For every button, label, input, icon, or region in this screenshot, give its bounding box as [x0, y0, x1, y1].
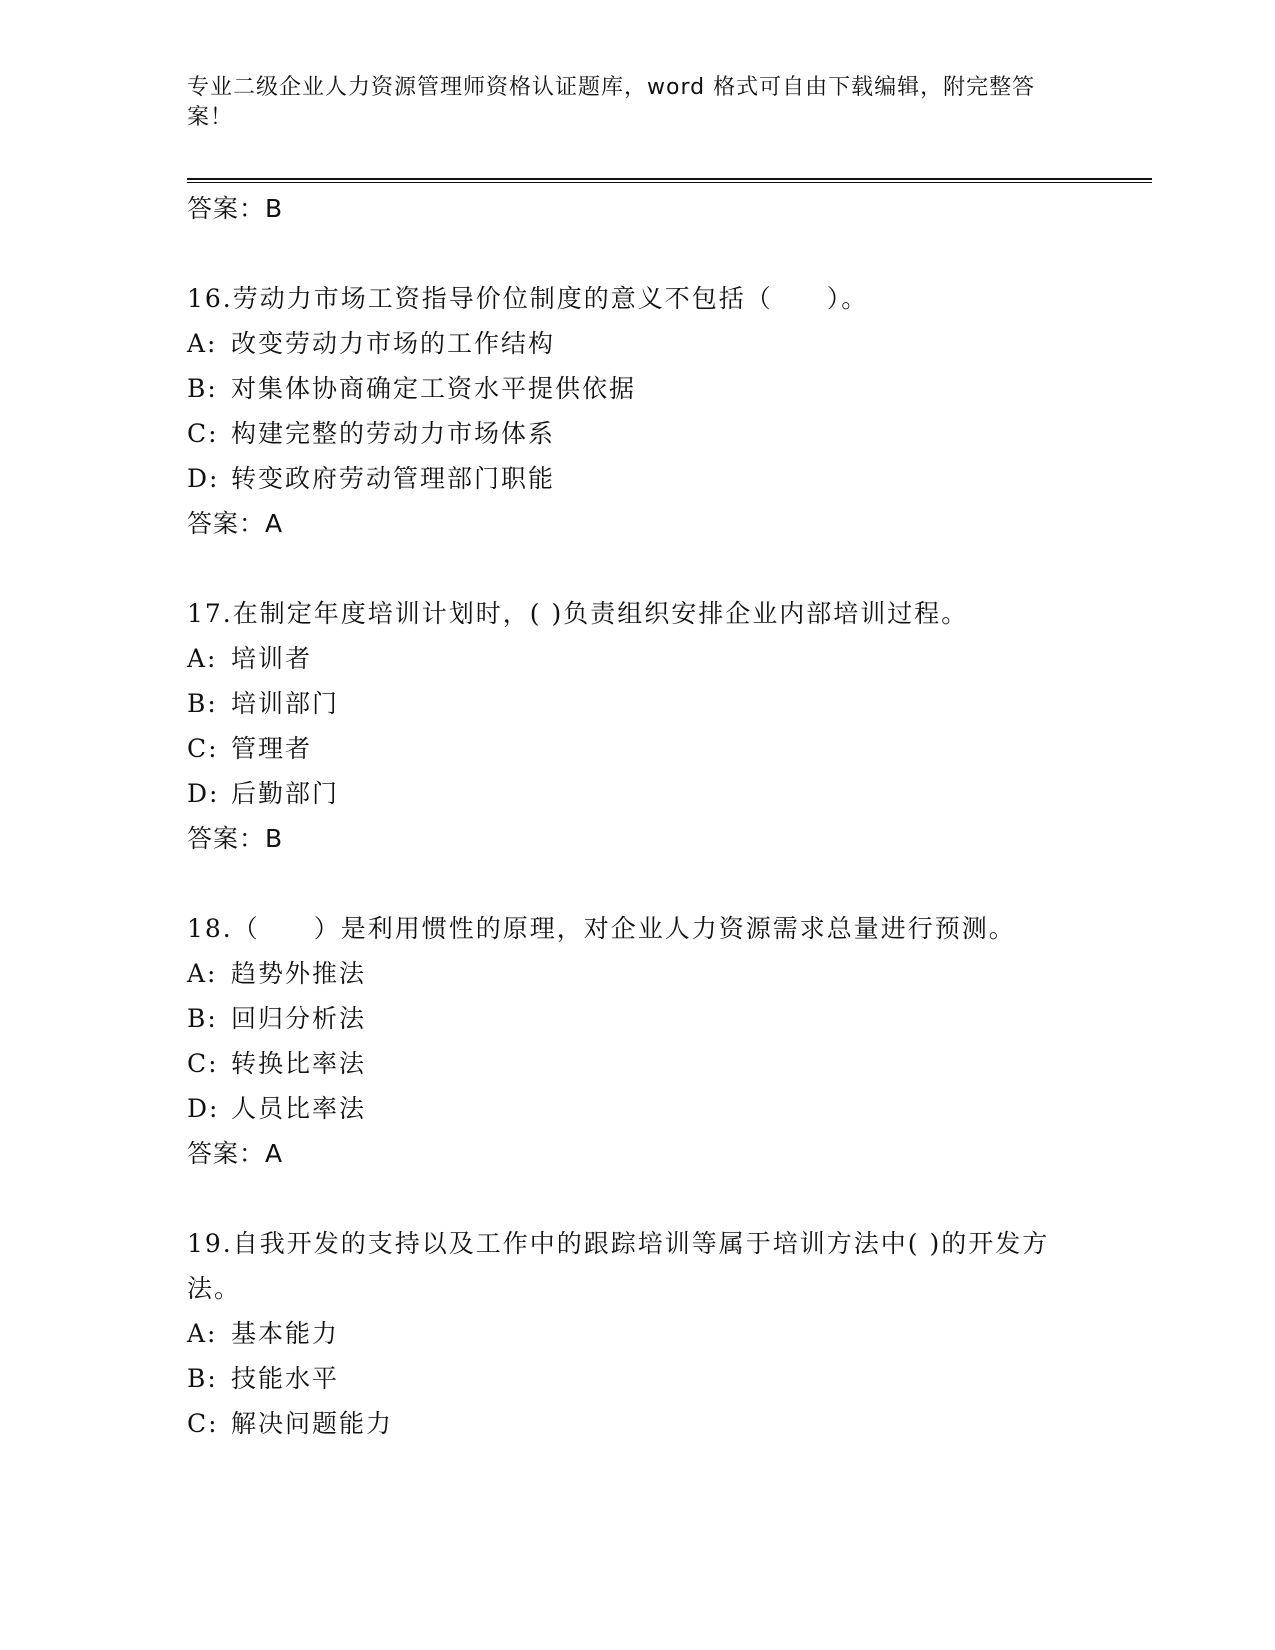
option-text: 技能水平: [231, 1364, 340, 1393]
option-text: 培训者: [231, 644, 313, 673]
answer-line: 答案：B: [187, 194, 284, 223]
question-text: 18.（ ）是利用惯性的原理，对企业人力资源需求总量进行预测。: [187, 914, 1016, 943]
question-text: 16.劳动力市场工资指导价位制度的意义不包括（ ）。: [187, 284, 869, 313]
option-text: 管理者: [231, 734, 313, 763]
option-b: [187, 681, 1087, 726]
option-letter: C:: [187, 1049, 219, 1078]
option-d: [187, 1086, 1087, 1131]
option-b: [187, 996, 1087, 1041]
answer-line: 答案：A: [187, 1139, 284, 1168]
question-item: [187, 591, 1087, 862]
option-text: 解决问题能力: [231, 1409, 394, 1438]
option-text: 培训部门: [231, 689, 340, 718]
option-letter: C:: [187, 734, 219, 763]
option-a: [187, 1311, 1087, 1356]
question-item: [187, 276, 1087, 547]
option-c: [187, 1041, 1087, 1086]
option-b: [187, 366, 1087, 411]
option-d: [187, 456, 1087, 501]
option-letter: A:: [187, 1319, 218, 1348]
question-list: [187, 186, 1087, 1446]
option-a: [187, 951, 1087, 996]
header-rule: [187, 178, 1152, 180]
option-letter: B:: [187, 689, 218, 718]
question-text: 19.自我开发的支持以及工作中的跟踪培训等属于培训方法中( )的开发方法。: [187, 1229, 1050, 1303]
option-letter: D:: [187, 464, 220, 493]
option-letter: B:: [187, 374, 218, 403]
option-text: 改变劳动力市场的工作结构: [231, 329, 556, 358]
answer-line: 答案：A: [187, 509, 284, 538]
document-header: 专业二级企业人力资源管理师资格认证题库，word 格式可自由下载编辑，附完整答案！: [187, 75, 1036, 130]
header-rule-thin: [187, 182, 1152, 183]
option-letter: A:: [187, 644, 218, 673]
option-text: 对集体协商确定工资水平提供依据: [231, 374, 637, 403]
option-letter: B:: [187, 1364, 218, 1393]
option-text: 回归分析法: [231, 1004, 367, 1033]
answer-line: 答案：B: [187, 824, 284, 853]
option-text: 基本能力: [231, 1319, 340, 1348]
option-c: [187, 1401, 1087, 1446]
option-d: [187, 771, 1087, 816]
option-letter: C:: [187, 419, 219, 448]
option-letter: D:: [187, 779, 220, 808]
question-item: [187, 1221, 1087, 1446]
option-letter: A:: [187, 329, 218, 358]
question-item: [187, 906, 1087, 1177]
option-text: 转换比率法: [231, 1049, 367, 1078]
option-text: 趋势外推法: [231, 959, 367, 988]
option-a: [187, 636, 1087, 681]
option-c: [187, 411, 1087, 456]
option-b: [187, 1356, 1087, 1401]
option-text: 人员比率法: [231, 1094, 367, 1123]
option-letter: C:: [187, 1409, 219, 1438]
option-letter: D:: [187, 1094, 220, 1123]
option-text: 后勤部门: [231, 779, 340, 808]
option-text: 构建完整的劳动力市场体系: [231, 419, 556, 448]
option-c: [187, 726, 1087, 771]
question-text: 17.在制定年度培训计划时，( )负责组织安排企业内部培训过程。: [187, 599, 969, 628]
option-a: [187, 321, 1087, 366]
option-text: 转变政府劳动管理部门职能: [231, 464, 556, 493]
option-letter: B:: [187, 1004, 218, 1033]
option-letter: A:: [187, 959, 218, 988]
